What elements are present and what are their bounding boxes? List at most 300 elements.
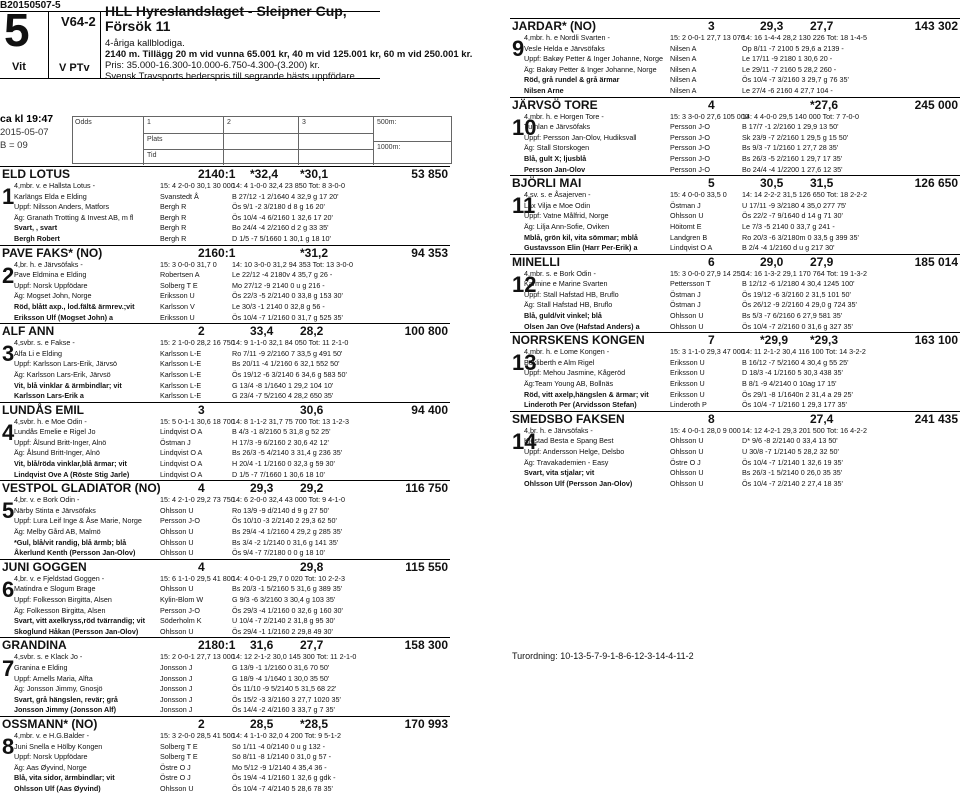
horse-cell: Persson Jan-Olov	[524, 164, 586, 174]
horse-cell: Juni Snella e Hölby Kongen	[14, 741, 103, 751]
horse-earnings: 163 100	[914, 333, 958, 348]
horse-cell: Eriksson U	[670, 389, 705, 399]
horse-earnings: 185 014	[914, 254, 958, 269]
horse-cell: Nilsen A	[670, 43, 697, 53]
horse-record: 29,8	[300, 559, 324, 574]
horse-cell: Le 22/12 -4 2180v 4 35,7 g 26 -	[232, 270, 333, 280]
horse-odds-distance: 4	[198, 481, 205, 496]
horse-cell: B 4/3 -1 8/2160 5 31,8 g 52 25'	[232, 427, 331, 437]
horse-cell: Äg: Mogset John, Norge	[14, 291, 92, 301]
horse-cell: Ös 19/12 -6 3/2140 6 34,6 g 583 50'	[232, 369, 347, 379]
horse-cell: 15: 3 0-0-0 31,7 0	[160, 259, 217, 269]
divider	[373, 141, 451, 142]
horse-cell: Solberg T E	[160, 280, 198, 290]
horse-cell: Blå, gult X; ljusblå	[524, 153, 587, 163]
horse-cell: Röd, grå rundel & grå ärmar	[524, 75, 620, 85]
race-title: HLL Hyreslandslaget - Sleipner Cup, Försök 11	[105, 3, 347, 34]
horse-cell: 14: 16 1-4-4 28,2 130 226 Tot: 18 1-4-5	[742, 33, 867, 42]
horse-cell: Nilsen A	[670, 75, 697, 85]
horse-cell: Bs 26/3 -1 5/2140 0 26,0 35 35'	[742, 468, 843, 478]
horse-header	[510, 332, 960, 347]
horse-record: *29,3	[810, 333, 839, 348]
start-order: Turordning: 10-13-5-7-9-1-8-6-12-3-14-4-11-2	[512, 651, 694, 661]
document-id: B20150507-5	[0, 0, 61, 11]
horse-cell: 15: 4 0-0-1 28,0 9 000	[670, 425, 741, 435]
horse-line	[0, 302, 450, 313]
horse-cell: Eriksson U	[670, 379, 705, 389]
horse-entry	[0, 402, 450, 481]
horse-earnings: 245 000	[914, 97, 958, 112]
horse-cell: Bokliberth e Alm Rigel	[524, 357, 595, 367]
horse-cell: Lindqvist O A	[670, 243, 713, 253]
start-number: 4	[2, 419, 15, 445]
start-number: 6	[2, 577, 15, 602]
horse-line	[0, 470, 450, 481]
horse-cell: B 12/12 -6 1/2180 4 30,4 1245 100'	[742, 279, 855, 289]
horse-cell: Uppf: Ålsund Britt-Inger, Alnö	[14, 437, 107, 447]
horse-line	[510, 390, 960, 401]
horse-odds-distance: 2140:1	[198, 167, 236, 181]
horse-cell: Le 29/11 -7 2160 5 28,2 260 -	[742, 64, 837, 74]
horse-cell: Röd, blått axp., lod.fält& ärmrev.;vit	[14, 301, 135, 311]
horse-line	[510, 33, 960, 44]
horse-cell: Ös 19/12 -6 3/2160 2 31,5 101 50'	[742, 289, 851, 299]
horse-cell: Vesle Helda e Järvsöfaks	[524, 43, 605, 53]
horse-cell: Le 27/4 -6 2160 4 27,7 104 -	[742, 85, 833, 95]
horse-name: BJÖRLI MAI	[512, 176, 582, 191]
horse-record: 29,2	[300, 481, 324, 496]
horse-cell: 14: 12 2-1-2 30,0 145 300 Tot: 11 2-1-0	[232, 652, 357, 662]
horse-cell: Persson J-O	[670, 153, 710, 163]
horse-cell: Äg: Travakademien - Easy	[524, 457, 609, 467]
horse-earnings: 126 650	[914, 176, 958, 191]
horse-cell: Ös 10/4 -7 3/2160 3 29,7 g 76 35'	[742, 75, 849, 85]
horse-entry	[0, 716, 450, 795]
horse-cell: Äg:Team Young AB, Bollnäs	[524, 379, 614, 389]
horse-cell: 14: 4 0-0-1 29,7 0 020 Tot: 10 2-2-3	[232, 573, 345, 583]
start-number: 13	[512, 350, 537, 376]
race-line: 4-åriga kallblodiga.	[105, 38, 185, 49]
horse-cell: Ohlsson U	[670, 436, 704, 446]
horse-line	[510, 243, 960, 254]
horse-cell: Lindqvist Ove A (Röste Stig Jarle)	[14, 469, 130, 479]
horse-record: 27,7	[300, 638, 324, 653]
horse-cell: Lindqvist O A	[160, 427, 203, 437]
horse-cell: G 13/9 -1 1/2160 0 31,6 70 50'	[232, 662, 330, 672]
horse-line	[0, 223, 450, 234]
horse-cell: Linderoth Per (Arvidsson Stefan)	[524, 400, 637, 410]
horse-cell: Bs 20/3 -1 5/2160 5 31,6 g 389 35'	[232, 584, 343, 594]
horse-cell: Ös 22/3 -5 2/2140 0 33,8 g 153 30'	[232, 291, 343, 301]
horse-cell: Ohlsson U	[670, 321, 704, 331]
horse-cell: Ös 10/4 -4 6/2160 1 32,6 17 20'	[232, 212, 333, 222]
horse-header	[0, 637, 450, 652]
horse-line	[510, 86, 960, 97]
start-number: 7	[2, 655, 15, 681]
horse-cell: Svart, , svart	[14, 223, 58, 233]
horse-cell: 4,br. h. e Järvsöfaks -	[524, 425, 593, 435]
horse-cell: Eriksson Ulf (Mogset John) a	[14, 312, 114, 322]
horse-entry	[0, 559, 450, 638]
horse-cell: Karlsson L-E	[160, 348, 202, 358]
horse-header	[510, 254, 960, 269]
horse-record-2: 29,3	[760, 19, 784, 33]
start-number: 9	[512, 36, 525, 62]
horse-name: GRANDINA	[2, 638, 67, 653]
horse-cell: 15: 2 0-0-1 27,7 13 000	[160, 652, 235, 662]
horse-record-2: 29,0	[760, 254, 784, 269]
horse-cell: 4,mbr. s. e Bork Odin -	[524, 268, 596, 278]
start-number: 2	[2, 262, 15, 288]
horse-line	[510, 300, 960, 311]
start-number: 8	[2, 734, 15, 760]
grid-label-1: 1	[147, 119, 151, 126]
horse-line	[0, 459, 450, 470]
horse-cell: Östman J	[160, 437, 191, 447]
horse-cell: G 9/3 -6 3/2160 3 30,4 g 103 35'	[232, 595, 336, 604]
horse-odds-distance: 8	[708, 411, 715, 426]
horse-cell: Uppf: Lura Leif Inge & Åse Marie, Norge	[14, 516, 142, 526]
horse-cell: Östman J	[670, 300, 701, 310]
horse-cell: Persson J-O	[670, 122, 710, 132]
horse-cell: Skoglund Håkan (Persson Jan-Olov)	[14, 626, 139, 636]
horse-cell: Karlängs Elda e Elding	[14, 191, 87, 201]
horse-record: *31,2	[300, 245, 329, 260]
horse-line	[0, 695, 450, 706]
horse-cell: Ro 20/3 -6 3/2180m 0 33,5 g 399 35'	[742, 232, 859, 242]
horse-line	[0, 213, 450, 224]
horse-cell: Karlsson Lars-Erik a	[14, 391, 84, 401]
horse-cell: 14: 12 4-2-1 29,3 201 500 Tot: 16 4-2-2	[742, 425, 867, 435]
horse-cell: Ös 10/4 -7 1/2160 0 31,7 g 525 35'	[232, 312, 343, 322]
horse-cell: Mo 27/12 -9 2140 0 u g 216 -	[232, 280, 325, 290]
horse-cell: Robertsen A	[160, 270, 200, 280]
horse-cell: Uppf: Persson Jan-Olov, Hudiksvall	[524, 132, 637, 142]
horse-cell: Äg: Stall Storskogen	[524, 143, 590, 153]
horse-cell: 4,mbr. h. e Nordli Svarten -	[524, 33, 610, 42]
horse-cell: Jonsson J	[160, 705, 193, 715]
horse-odds-distance: 4	[708, 97, 715, 112]
horse-cell: Ohlsson Ulf (Persson Jan-Olov)	[524, 478, 633, 488]
horse-cell: Jonsson J	[160, 673, 193, 683]
horse-earnings: 170 993	[404, 716, 448, 731]
horse-line	[0, 260, 450, 271]
horse-header	[0, 716, 450, 731]
horse-entry	[0, 245, 450, 324]
horse-cell: D 1/5 -7 5/1660 1 30,1 g 18 10'	[232, 233, 331, 243]
race-conditions	[105, 38, 472, 82]
horse-cell: Äg: Stall Hafstad HB, Bruflo	[524, 300, 613, 310]
start-number: 11	[512, 193, 536, 219]
horse-cell: Jonsson J	[160, 694, 193, 704]
horse-cell: Ös 14/4 -2 4/2160 3 33,7 g 7 35'	[232, 705, 335, 715]
horse-cell: 14: 4 4-0-0 29,5 140 000 Tot: 7 7-0-0	[742, 111, 859, 121]
horse-record-2: 33,4	[250, 324, 274, 339]
horse-earnings: 143 302	[914, 19, 958, 33]
horse-cell: Östre O J	[160, 773, 191, 783]
horse-name: NORRSKENS KONGEN	[512, 333, 645, 348]
starters-left	[0, 166, 450, 795]
horse-cell: Ös 10/4 -7 1/2140 1 32,6 19 35'	[742, 457, 843, 467]
start-number: 1	[2, 184, 15, 210]
horse-cell: Ös 22/2 -7 9/1640 d 14 g 71 30'	[742, 211, 843, 221]
horse-header	[510, 411, 960, 426]
horse-cell: Matindra e Slogum Brage	[14, 584, 96, 594]
horse-odds-distance: 7	[708, 333, 715, 348]
horse-cell: Ös 10/4 -7 1/2160 1 29,3 177 35'	[742, 400, 847, 410]
start-time: ca kl 19:47	[0, 113, 54, 125]
horse-cell: Uppf: Mehou Jasmine, Kågeröd	[524, 368, 626, 378]
horse-cell: Ös 9/1 -2 3/2180 d 8 g 16 20'	[232, 202, 325, 212]
horse-cell: Ös 26/12 -9 2/2160 4 29,0 g 724 35'	[742, 300, 857, 310]
horse-cell: Lindqvist O A	[160, 469, 203, 479]
horse-odds-distance: 2	[198, 324, 205, 339]
horse-line	[0, 448, 450, 459]
horse-cell: G 18/9 -4 1/1640 1 30,0 35 50'	[232, 673, 330, 683]
horse-header	[510, 175, 960, 190]
horse-earnings: 53 850	[411, 167, 448, 181]
horse-cell: U 17/11 -9 3/2180 4 35,0 277 75'	[742, 200, 847, 210]
horse-cell: Solberg T E	[160, 741, 198, 751]
horse-cell: Vit, blå vinklar & ärmbindlar; vit	[14, 380, 122, 390]
horse-cell: Eriksson U	[160, 312, 195, 322]
divider	[143, 149, 373, 150]
horse-entry	[0, 166, 450, 245]
horse-cell: Eriksson U	[670, 368, 705, 378]
horse-line	[0, 391, 450, 402]
horse-cell: Äg: Folkesson Birgitta, Alsen	[14, 605, 106, 615]
horse-cell: Uppf: Norsk Uppfödare	[14, 280, 88, 290]
horse-cell: Jonsson Jimmy (Jonsson Alf)	[14, 705, 116, 715]
horse-cell: Persson J-O	[670, 164, 710, 174]
horse-name: ALF ANN	[2, 324, 55, 339]
horse-cell: 4,svbr. s. e Klack Jo -	[14, 652, 83, 662]
horse-line	[510, 222, 960, 233]
horse-earnings: 241 435	[914, 411, 958, 426]
horse-cell: 15: 4 2-0-0 30,1 30 000	[160, 181, 235, 190]
horse-cell: Ös 10/4 -7 2/2140 2 27,4 18 35'	[742, 478, 843, 488]
horse-cell: Bs 26/3 -5 4/2140 3 31,4 g 236 35'	[232, 448, 343, 458]
race-meta	[0, 113, 70, 152]
horse-cell: 14: 16 1-3-2 29,1 170 764 Tot: 19 1-3-2	[742, 268, 867, 278]
horse-odds-distance: 2180:1	[198, 638, 236, 653]
horse-cell: Karlsson L-E	[160, 380, 202, 390]
horse-line	[510, 165, 960, 176]
horse-record-2: 30,5	[760, 176, 784, 191]
horse-cell: Le 17/11 -9 2180 1 30,6 20 -	[742, 54, 833, 64]
horse-cell: G 23/4 -7 5/2160 4 28,2 650 35'	[232, 391, 334, 401]
horse-cell: Lindqvist O A	[160, 448, 203, 458]
horse-line	[510, 233, 960, 244]
horse-cell: Eriksson U	[160, 291, 195, 301]
horse-cell: Persson J-O	[670, 132, 710, 142]
horse-cell: Äg: Jonsson Jimmy, Gnosjö	[14, 684, 103, 694]
horse-cell: Åkerlund Kenth (Persson Jan-Olov)	[14, 548, 136, 558]
horse-line	[0, 181, 450, 192]
horse-record: 27,4	[810, 411, 834, 426]
horse-cell: Östman J	[670, 200, 701, 210]
horse-earnings: 158 300	[404, 638, 448, 653]
horse-cell: 14: 8 1-1-2 31,7 75 700 Tot: 13 1-2-3	[232, 416, 349, 426]
horse-earnings: 116 750	[405, 481, 448, 496]
horse-odds-distance: 2	[198, 716, 205, 731]
horse-cell: Svart, grå hängslen, revär; grå	[14, 694, 118, 704]
horse-cell: Bergh R	[160, 202, 187, 212]
horse-entry	[0, 637, 450, 716]
horse-cell: Persson J-O	[160, 605, 200, 615]
horse-cell: Sö 1/11 -4 0/2140 0 u g 132 -	[232, 741, 325, 751]
horse-line	[510, 143, 960, 154]
horse-cell: Ohlsson U	[160, 783, 194, 793]
horse-line	[510, 479, 960, 490]
horse-record: *27,6	[810, 97, 839, 112]
horse-record: 28,2	[300, 324, 324, 339]
horse-cell: Tumlan e Järvsöfaks	[524, 122, 591, 132]
horse-cell: Bergh Robert	[14, 233, 60, 243]
horse-cell: Bergh R	[160, 212, 187, 222]
divider	[223, 117, 224, 165]
horse-line	[0, 731, 450, 742]
horse-cell: Alfa Li e Elding	[14, 348, 62, 358]
horse-cell: B 17/7 -1 2/2160 1 29,9 13 50'	[742, 122, 839, 132]
horse-entry	[510, 97, 960, 176]
race-line: 2140 m. Tillägg 20 m vid vunna 65.001 kr, 40 m vid 125.001 kr, 60 m vid 250.001 kr.	[105, 49, 473, 60]
horse-cell: Gustavsson Elin (Harr Per-Erik) a	[524, 243, 638, 253]
horse-record-2: 28,5	[250, 716, 274, 731]
horse-record: 30,6	[300, 402, 324, 417]
horse-cell: Äg: Lilja Ann-Sofie, Oviken	[524, 221, 610, 231]
horse-name: OSSMANN* (NO)	[2, 716, 98, 731]
horse-line	[0, 684, 450, 695]
horse-cell: 4,mbr. v. e H.G.Balder -	[14, 730, 89, 740]
horse-cell: Ohlsson U	[160, 505, 194, 515]
horse-cell: 15: 3 3-0-0 27,6 105 000	[670, 111, 749, 121]
horse-line	[0, 606, 450, 617]
start-number: 12	[512, 271, 537, 297]
horse-cell: Östman J	[670, 289, 701, 299]
race-color: Vit	[12, 61, 26, 73]
horse-entry	[0, 323, 450, 402]
divider	[298, 117, 299, 165]
horse-cell: Ro 7/11 -9 2/2160 7 33,5 g 491 50'	[232, 348, 343, 358]
horse-cell: Jonsson J	[160, 684, 193, 694]
horse-cell: Äg: Aas Øyvind, Norge	[14, 762, 87, 772]
horse-name: VESTPOL GLADIATOR (NO)	[2, 481, 161, 496]
horse-cell: Ös 29/4 -1 1/2160 2 29,8 49 30'	[232, 626, 333, 636]
starters-right	[510, 18, 960, 489]
horse-earnings: 94 400	[411, 402, 448, 417]
horse-cell: 4,mbr. h. e Lome Kongen -	[524, 347, 610, 357]
horse-cell: Uppf: Vatne Målfrid, Norge	[524, 211, 609, 221]
horse-cell: B 16/12 -7 5/2160 4 30,4 g 55 25'	[742, 357, 849, 367]
horse-line	[0, 763, 450, 774]
horse-cell: B 27/12 -1 2/1640 4 32,9 g 17 20'	[232, 191, 339, 201]
horse-record: 27,9	[810, 254, 834, 269]
start-number: 5	[2, 498, 15, 524]
horse-cell: 14: 4 1-1-0 32,0 4 200 Tot: 9 5-1-2	[232, 730, 341, 740]
start-number: 10	[512, 114, 537, 140]
horse-cell: Bergh R	[160, 233, 187, 243]
horse-cell: Olsen Jan Ove (Hafstad Anders) a	[524, 321, 640, 331]
horse-odds-distance: 3	[708, 19, 715, 33]
horse-line	[510, 311, 960, 322]
horse-cell: Lindqvist O A	[160, 459, 203, 469]
horse-cell: Nilsen Arne	[524, 85, 564, 95]
horse-cell: 14: 11 2-1-2 30,4 116 100 Tot: 14 3-2-2	[742, 347, 866, 357]
horse-cell: Uppf: Karlsson Lars-Erik, Järvsö	[14, 359, 118, 369]
horse-cell: 15: 6 1-1-0 29,5 41 800	[160, 573, 235, 583]
horse-record: 27,7	[810, 19, 834, 33]
horse-cell: Östre O J	[160, 762, 191, 772]
horse-cell: Pettersson T	[670, 279, 711, 289]
horse-cell: Bs 29/4 -4 1/2160 4 29,2 g 285 35'	[232, 527, 343, 537]
horse-cell: U 30/8 -7 1/2140 5 28,2 32 50'	[742, 447, 839, 456]
horse-cell: Äg: Melby Gård AB, Malmö	[14, 527, 101, 537]
horse-cell: Bs 20/11 -4 1/2160 6 32,1 552 50'	[232, 359, 340, 369]
horse-cell: Uppf: Norsk Uppfödare	[14, 752, 88, 762]
horse-cell: *Gul, blå/vit randig, blå ärmb; blå	[14, 537, 127, 547]
horse-line	[510, 379, 960, 390]
horse-cell: Ös 15/2 -3 3/2160 3 27,7 1020 35'	[232, 694, 341, 704]
horse-line	[0, 527, 450, 538]
horse-name: JARDAR* (NO)	[512, 19, 596, 33]
horse-cell: Persson J-O	[670, 143, 710, 153]
horse-cell: Karlsson L-E	[160, 391, 202, 401]
horse-cell: Ös 9/4 -7 7/2180 0 0 g 18 10'	[232, 548, 325, 558]
horse-cell: Landgren B	[670, 232, 708, 242]
horse-cell: Vit, blå/röda vinklar,blå ärmar; vit	[14, 459, 127, 469]
horse-line	[0, 574, 450, 585]
horse-line	[510, 65, 960, 76]
horse-earnings: 100 800	[404, 324, 448, 339]
horse-entry	[0, 480, 450, 559]
horse-line	[0, 538, 450, 549]
horse-cell: Äg: Granath Trotting & Invest AB, m fl	[14, 212, 134, 222]
horse-name: LUNDÅS EMIL	[2, 402, 84, 417]
horse-cell: G 13/4 -8 1/1640 1 29,2 104 10'	[232, 380, 334, 390]
horse-cell: Ös 11/10 -9 5/2140 5 31,5 68 22'	[232, 684, 337, 694]
horse-line	[0, 548, 450, 559]
horse-cell: 15: 3 2-0-0 28,5 41 500	[160, 730, 235, 740]
horse-cell: Nilsen A	[670, 54, 697, 64]
horse-cell: Ös 10/10 -3 2/2140 2 29,3 62 50'	[232, 516, 337, 526]
horse-cell: Ös 10/4 -7 2/2160 0 31,6 g 327 35'	[742, 321, 853, 331]
grid-label-plats: Plats	[147, 136, 163, 143]
horse-line	[0, 784, 450, 795]
horse-cell: 15: 4 0-0-0 33,5 0	[670, 190, 727, 200]
horse-cell: Ro 13/9 -9 d/2140 d 9 g 27 50'	[232, 505, 329, 515]
horse-cell: 4,br. v. e Bork Odin -	[14, 495, 80, 505]
horse-line	[510, 347, 960, 358]
horse-cell: 4,sv. s. e Åsajerven -	[524, 190, 591, 200]
horse-cell: Lundås Emelie e Rigel Jo	[14, 427, 96, 437]
horse-record: *30,1	[300, 167, 329, 181]
horse-entry	[510, 332, 960, 411]
horse-cell: Mo 5/12 -9 1/2140 4 35,4 36 -	[232, 762, 327, 772]
horse-cell: Karlsson L-E	[160, 369, 202, 379]
grid-label-tid: Tid	[147, 152, 157, 159]
horse-cell: B 8/1 -9 4/2140 0 10ag 17 15'	[742, 379, 837, 389]
horse-cell: Karmine e Marine Svarten	[524, 279, 608, 289]
horse-header	[510, 18, 960, 33]
horse-cell: 15: 3 1-1-0 29,3 47 000	[670, 347, 745, 357]
horse-cell: Uppf: Arnells Maria, Alfta	[14, 673, 93, 683]
horse-entry	[510, 175, 960, 254]
horse-line	[510, 154, 960, 165]
horse-line	[0, 338, 450, 349]
divider	[143, 133, 373, 134]
grid-label-odds: Odds	[75, 119, 92, 126]
